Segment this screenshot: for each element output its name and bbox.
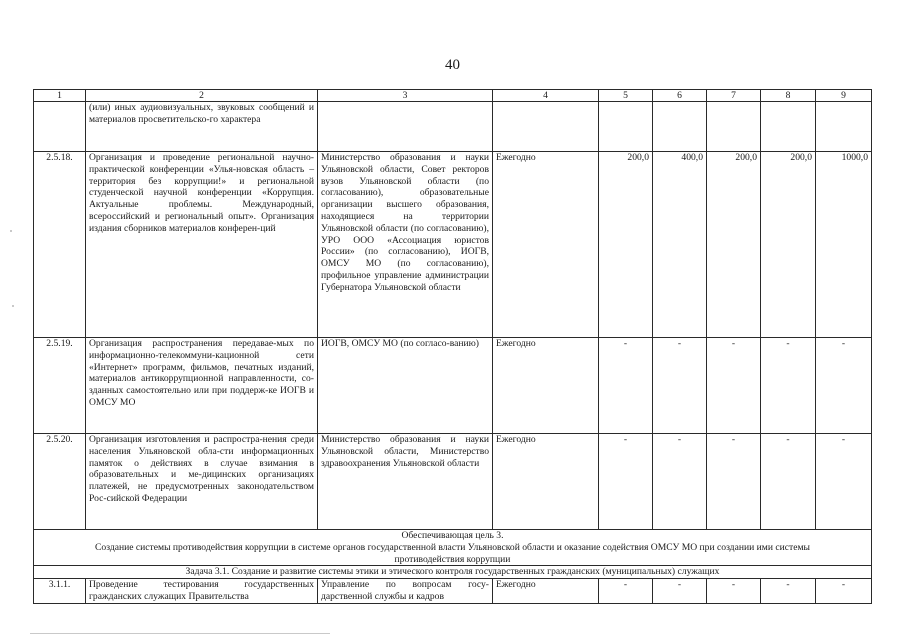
executors-cell: Министерство образования и науки Ульяновской области, Совет ректоров вузов Ульяновской области (по согласованию), образовательные организации высшего образования, находящиеся на территории Ульяновской области (по согласованию), УРО ООО «Ассоциация юристов России» (по согласованию), ИОГВ, ОМСУ МО (по согласованию), профильное управление администрации Губернатора Ульяновской области	[318, 152, 493, 338]
goal-cell	[34, 530, 872, 566]
period-cell	[493, 102, 599, 152]
page-number: 40	[445, 57, 460, 73]
period-cell: Ежегодно	[493, 338, 599, 434]
executors-cell: Министерство образования и науки Ульяновской области, Министерство здравоохранения Ульяновской области	[318, 434, 493, 530]
column-number: 8	[761, 90, 816, 102]
goal-row	[34, 530, 872, 566]
period-cell: Ежегодно	[493, 434, 599, 530]
program-table	[33, 89, 872, 604]
column-number: 9	[816, 90, 872, 102]
value-cell	[707, 102, 761, 152]
value-cell	[599, 102, 653, 152]
value-cell: 200,0	[599, 152, 653, 338]
row-number-cell	[34, 102, 86, 152]
activity-cell: Проведение тестирования государственных гражданских служащих Правительства	[86, 579, 318, 604]
value-cell	[653, 102, 707, 152]
executors-cell: ИОГВ, ОМСУ МО (по согласо-ванию)	[318, 338, 493, 434]
activity-cell: Организация изготовления и распростра-нения среди населения Ульяновской обла-сти информационных памяток о действиях в случае взимания в образовательных и ме-дицинских организациях платежей, не предусмотренных законодательством Рос-сийской Федерации	[86, 434, 318, 530]
row-number-cell: 2.5.19.	[34, 338, 86, 434]
row-number-cell: 2.5.18.	[34, 152, 86, 338]
value-cell: -	[816, 434, 872, 530]
value-cell: -	[707, 434, 761, 530]
task-cell: Задача 3.1. Создание и развитие системы этики и этического контроля государственных гражданских (муниципальных) служащих	[34, 566, 872, 579]
table-row	[34, 434, 872, 530]
scan-mark	[12, 305, 14, 307]
value-cell: -	[816, 338, 872, 434]
row-number-cell: 2.5.20.	[34, 434, 86, 530]
task-row	[34, 566, 872, 579]
table-row	[34, 152, 872, 338]
period-cell: Ежегодно	[493, 579, 599, 604]
value-cell	[761, 102, 816, 152]
value-cell: -	[599, 579, 653, 604]
value-cell: 400,0	[653, 152, 707, 338]
value-cell: -	[599, 338, 653, 434]
goal-title: Обеспечивающая цель 3.	[401, 530, 504, 541]
value-cell: -	[816, 579, 872, 604]
table-row-continuation	[34, 102, 872, 152]
value-cell: -	[707, 338, 761, 434]
value-cell: -	[653, 579, 707, 604]
value-cell: -	[761, 434, 816, 530]
table-row	[34, 579, 872, 604]
value-cell: 1000,0	[816, 152, 872, 338]
value-cell: 200,0	[761, 152, 816, 338]
value-cell: -	[761, 338, 816, 434]
executors-cell	[318, 102, 493, 152]
column-number-row	[34, 90, 872, 102]
value-cell: 200,0	[707, 152, 761, 338]
column-number: 5	[599, 90, 653, 102]
column-number: 2	[86, 90, 318, 102]
value-cell: -	[707, 579, 761, 604]
column-number: 4	[493, 90, 599, 102]
row-number-cell: 3.1.1.	[34, 579, 86, 604]
value-cell: -	[653, 434, 707, 530]
column-number: 6	[653, 90, 707, 102]
activity-cell: Организация и проведение региональной научно-практической конференции «Улья-новская область – территория без коррупции!» и региональной студенческой научной конференции «Коррупция. Актуальные проблемы. Международный, всероссийский и региональный опыт». Организация издания сборников материалов конферен-ций	[86, 152, 318, 338]
value-cell	[816, 102, 872, 152]
column-number: 3	[318, 90, 493, 102]
table-row	[34, 338, 872, 434]
column-number: 1	[34, 90, 86, 102]
value-cell: -	[599, 434, 653, 530]
scan-mark	[10, 230, 12, 232]
scan-mark	[30, 633, 330, 634]
executors-cell: Управление по вопросам госу-дарственной службы и кадров	[318, 579, 493, 604]
activity-cell: (или) иных аудиовизуальных, звуковых сообщений и материалов просветительско-го характера	[86, 102, 318, 152]
column-number: 7	[707, 90, 761, 102]
goal-text: Создание системы противодействия коррупции в системе органов государственной власти Ульяновской области и оказание содействия ОМСУ МО при создании ими системы противодействия коррупции	[95, 541, 810, 565]
value-cell: -	[761, 579, 816, 604]
activity-cell: Организация распространения передавае-мых по информационно-телекоммуни-кационной сети «Интернет» программ, фильмов, печатных изданий, материалов антикоррупционной направленности, со-зданных самостоятельно или при поддерж-ке ИОГВ и ОМСУ МО	[86, 338, 318, 434]
period-cell: Ежегодно	[493, 152, 599, 338]
value-cell: -	[653, 338, 707, 434]
